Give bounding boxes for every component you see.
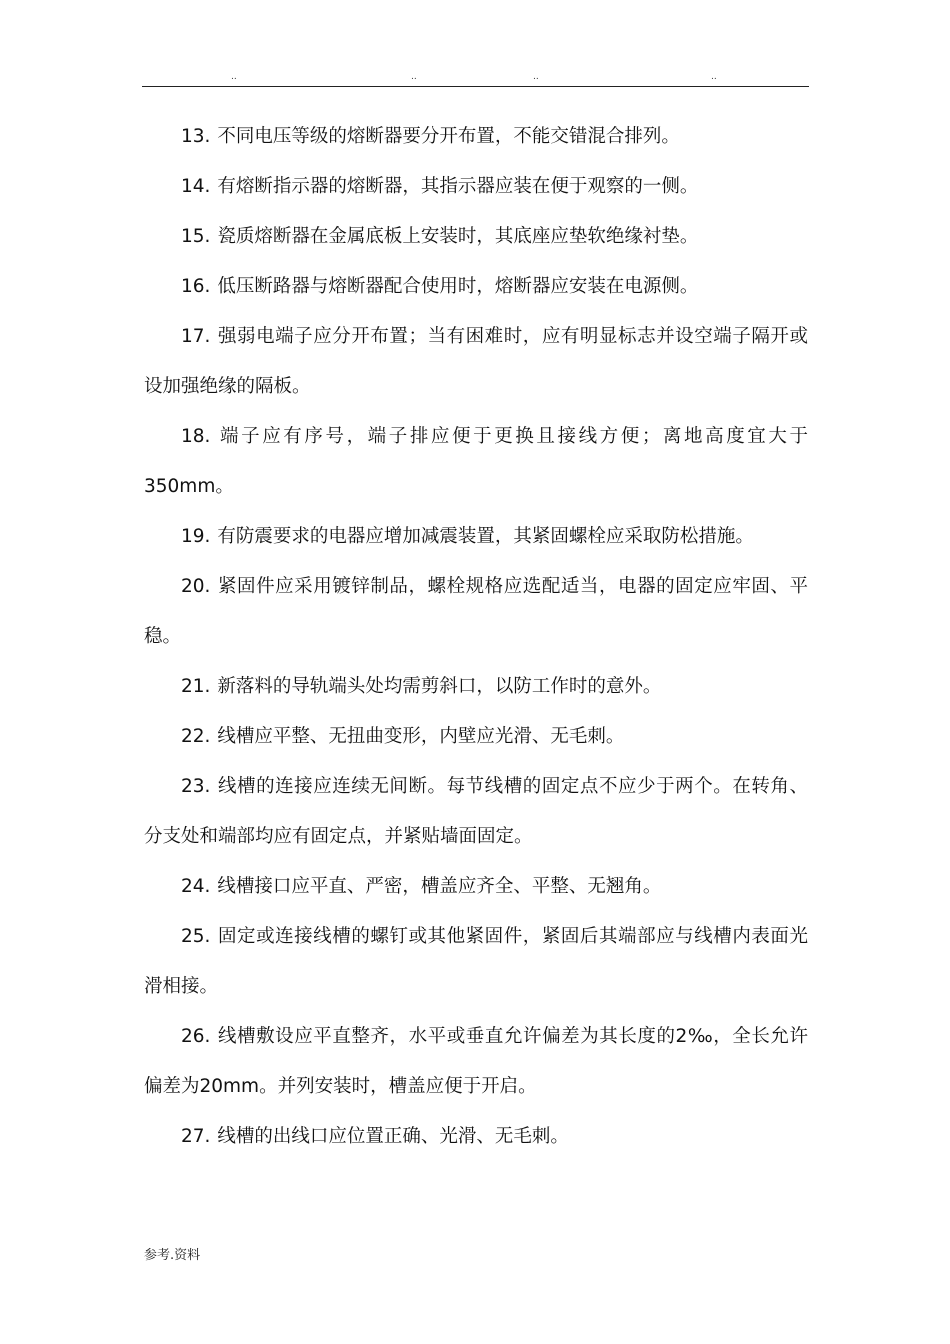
item-text: 线槽的连接应连续无间断。每节线槽的固定点不应少于两个。在转角、分支处和端部均应有固定点，并紧贴墙面固定。 xyxy=(144,776,808,847)
list-item-17 xyxy=(144,312,808,412)
item-number: 21. xyxy=(181,676,211,697)
list-item-13 xyxy=(144,112,808,162)
item-number: 16. xyxy=(181,276,211,297)
item-text: 新落料的导轨端头处均需剪斜口，以防工作时的意外。 xyxy=(217,676,662,697)
item-text: 不同电压等级的熔断器要分开布置，不能交错混合排列。 xyxy=(217,126,680,147)
list-item-22 xyxy=(144,712,808,762)
list-item-25 xyxy=(144,912,808,1012)
list-item-19 xyxy=(144,512,808,562)
list-item-24 xyxy=(144,862,808,912)
item-number: 18. xyxy=(181,426,211,447)
item-text: 瓷质熔断器在金属底板上安装时，其底座应垫软绝缘衬垫。 xyxy=(217,226,699,247)
item-text: 有防震要求的电器应增加减震装置，其紧固螺栓应采取防松措施。 xyxy=(217,526,754,547)
list-item-20 xyxy=(144,562,808,662)
item-number: 26. xyxy=(181,1026,211,1047)
item-text: 强弱电端子应分开布置；当有困难时，应有明显标志并设空端子隔开或设加强绝缘的隔板。 xyxy=(144,326,808,397)
list-item-14 xyxy=(144,162,808,212)
document-body xyxy=(144,112,808,1162)
item-number: 23. xyxy=(181,776,211,797)
item-text: 线槽敷设应平直整齐，水平或垂直允许偏差为其长度的2‰，全长允许偏差为20mm。并列安装时，槽盖应便于开启。 xyxy=(144,1026,808,1097)
item-number: 17. xyxy=(181,326,211,347)
item-number: 20. xyxy=(181,576,211,597)
item-text: 固定或连接线槽的螺钉或其他紧固件，紧固后其端部应与线槽内表面光滑相接。 xyxy=(144,926,808,997)
item-number: 24. xyxy=(181,876,211,897)
header-dot-3: .. xyxy=(533,72,539,82)
header-dot-1: .. xyxy=(231,72,237,82)
list-item-27 xyxy=(144,1112,808,1162)
item-text: 端子应有序号，端子排应便于更换且接线方便；离地高度宜大于350mm。 xyxy=(144,426,808,497)
item-text: 线槽的出线口应位置正确、光滑、无毛刺。 xyxy=(217,1126,569,1147)
item-number: 25. xyxy=(181,926,211,947)
item-number: 13. xyxy=(181,126,211,147)
list-item-26 xyxy=(144,1012,808,1112)
list-item-21 xyxy=(144,662,808,712)
item-text: 线槽应平整、无扭曲变形，内壁应光滑、无毛刺。 xyxy=(217,726,625,747)
item-number: 15. xyxy=(181,226,211,247)
list-item-23 xyxy=(144,762,808,862)
page-footer: 参考.资料 xyxy=(144,1248,201,1263)
item-text: 紧固件应采用镀锌制品，螺栓规格应选配适当，电器的固定应牢固、平稳。 xyxy=(144,576,808,647)
list-item-18 xyxy=(144,412,808,512)
header-rule xyxy=(142,86,809,87)
item-number: 19. xyxy=(181,526,211,547)
header-dot-4: .. xyxy=(711,72,717,82)
list-item-16 xyxy=(144,262,808,312)
item-number: 22. xyxy=(181,726,211,747)
item-number: 27. xyxy=(181,1126,211,1147)
item-text: 低压断路器与熔断器配合使用时，熔断器应安装在电源侧。 xyxy=(217,276,699,297)
item-text: 线槽接口应平直、严密，槽盖应齐全、平整、无翘角。 xyxy=(217,876,662,897)
item-number: 14. xyxy=(181,176,211,197)
header-dot-2: .. xyxy=(411,72,417,82)
item-text: 有熔断指示器的熔断器，其指示器应装在便于观察的一侧。 xyxy=(217,176,699,197)
list-item-15 xyxy=(144,212,808,262)
